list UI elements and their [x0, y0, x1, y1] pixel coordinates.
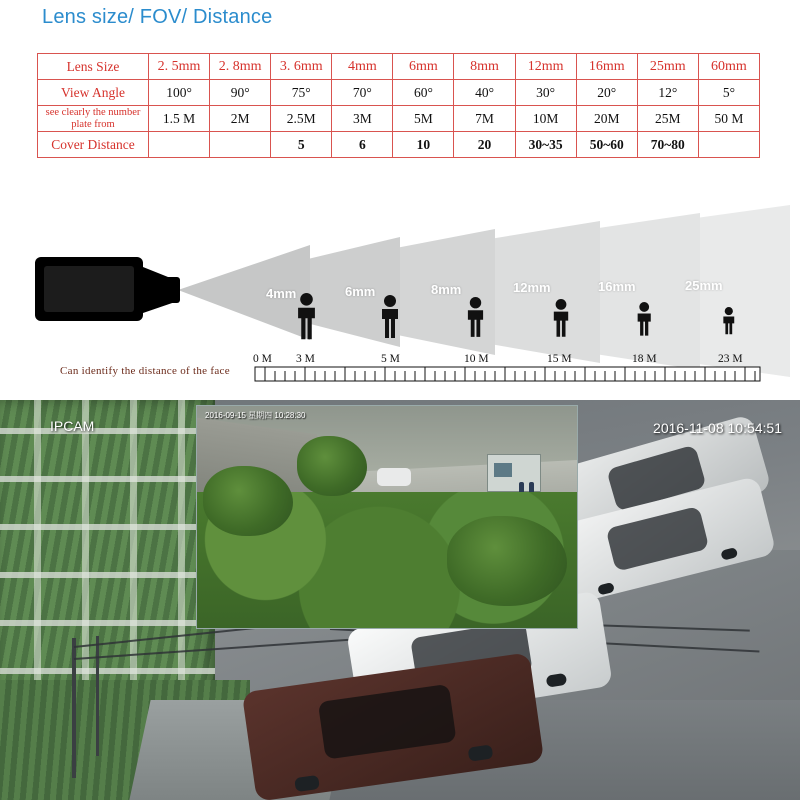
cell-cover-0: [149, 132, 210, 158]
row-label-view-angle: View Angle: [38, 80, 149, 106]
cell-plate-5: 7M: [454, 106, 515, 132]
cell-cover-1: [210, 132, 271, 158]
cell-lens-size-8: 25mm: [637, 54, 698, 80]
cell-plate-0: 1.5 M: [149, 106, 210, 132]
cell-lens-size-2: 3. 6mm: [271, 54, 332, 80]
ruler-label-18m: 18 M: [632, 353, 657, 365]
table-row: [38, 132, 760, 158]
fov-label-25mm: 25mm: [685, 278, 723, 293]
cell-plate-4: 5M: [393, 106, 454, 132]
cell-view-angle-5: 40°: [454, 80, 515, 106]
cell-plate-1: 2M: [210, 106, 271, 132]
cctv-camera-icon: [35, 257, 180, 321]
fov-label-16mm: 16mm: [598, 279, 636, 294]
cell-lens-size-5: 8mm: [454, 54, 515, 80]
pip-bush: [447, 516, 567, 606]
fov-diagram: [0, 185, 800, 400]
ruler-label-23m: 23 M: [718, 353, 743, 365]
cell-cover-4: 10: [393, 132, 454, 158]
fov-label-4mm: 4mm: [266, 286, 297, 301]
cell-lens-size-4: 6mm: [393, 54, 454, 80]
cell-lens-size-9: 60mm: [698, 54, 759, 80]
timestamp-overlay: 2016-11-08 10:54:51: [653, 420, 782, 436]
cell-lens-size-7: 16mm: [576, 54, 637, 80]
fov-label-12mm: 12mm: [513, 280, 551, 295]
row-label-number-plate: see clearly the number plate from: [38, 106, 149, 132]
ruler-label-0m: 0 M: [253, 353, 272, 365]
table-row: [38, 106, 760, 132]
cell-cover-8: 70~80: [637, 132, 698, 158]
row-label-cover-distance: Cover Distance: [38, 132, 149, 158]
utility-pole: [96, 636, 99, 756]
pip-bush: [203, 466, 293, 536]
cell-lens-size-3: 4mm: [332, 54, 393, 80]
fov-label-8mm: 8mm: [431, 282, 462, 297]
ruler-label-10m: 10 M: [464, 353, 489, 365]
fov-label-6mm: 6mm: [345, 284, 376, 299]
cell-view-angle-7: 20°: [576, 80, 637, 106]
lens-spec-table-wrapper: [37, 53, 760, 158]
ruler-label-3m: 3 M: [296, 353, 315, 365]
cell-cover-3: 6: [332, 132, 393, 158]
cell-view-angle-6: 30°: [515, 80, 576, 106]
fov-caption: Can identify the distance of the face: [60, 365, 230, 377]
ruler-label-5m: 5 M: [381, 353, 400, 365]
table-row: [38, 80, 760, 106]
cell-plate-3: 3M: [332, 106, 393, 132]
cell-cover-9: [698, 132, 759, 158]
cell-lens-size-6: 12mm: [515, 54, 576, 80]
cell-view-angle-0: 100°: [149, 80, 210, 106]
picture-in-picture-view[interactable]: [196, 405, 578, 629]
cell-plate-8: 25M: [637, 106, 698, 132]
cell-plate-2: 2.5M: [271, 106, 332, 132]
distance-ruler: [255, 367, 760, 381]
cell-lens-size-1: 2. 8mm: [210, 54, 271, 80]
cell-plate-9: 50 M: [698, 106, 759, 132]
channel-label: IPCAM: [50, 418, 95, 434]
lens-spec-table: [37, 53, 760, 158]
cell-view-angle-4: 60°: [393, 80, 454, 106]
ruler-label-15m: 15 M: [547, 353, 572, 365]
cell-lens-size-0: 2. 5mm: [149, 54, 210, 80]
cell-view-angle-3: 70°: [332, 80, 393, 106]
cell-view-angle-8: 12°: [637, 80, 698, 106]
cell-plate-6: 10M: [515, 106, 576, 132]
pip-bush: [297, 436, 367, 496]
cell-cover-5: 20: [454, 132, 515, 158]
row-label-lens-size: Lens Size: [38, 54, 149, 80]
pip-car: [377, 468, 411, 486]
cell-view-angle-1: 90°: [210, 80, 271, 106]
cell-plate-7: 20M: [576, 106, 637, 132]
building-scaffolding: [0, 400, 215, 710]
cell-cover-2: 5: [271, 132, 332, 158]
cell-view-angle-2: 75°: [271, 80, 332, 106]
pip-timestamp: 2016-09-15 星期四 10:28:30: [205, 411, 306, 420]
camera-view-image: [0, 400, 800, 800]
cell-cover-6: 30~35: [515, 132, 576, 158]
table-row: [38, 54, 760, 80]
cell-view-angle-9: 5°: [698, 80, 759, 106]
cell-cover-7: 50~60: [576, 132, 637, 158]
page-title: Lens size/ FOV/ Distance: [42, 6, 273, 28]
